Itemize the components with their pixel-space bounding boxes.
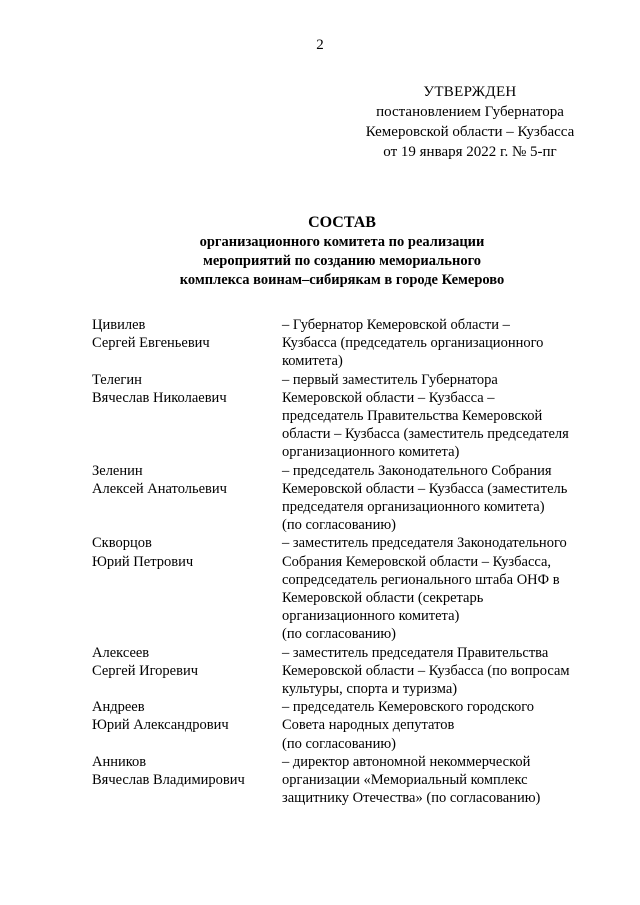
member-role-line: (по согласованию) [282, 517, 396, 534]
member-entry [92, 316, 592, 371]
member-role-line: организационного комитета) [282, 608, 460, 625]
member-surname: Телегин [92, 371, 142, 388]
member-role-line: председателя организационного комитета) [282, 499, 545, 516]
approval-stamp [350, 82, 590, 162]
member-role-line: Кемеровской области – Кузбасса (заместитель [282, 480, 568, 497]
member-role-line: – председатель Кемеровского городского [282, 699, 535, 716]
member-role-line: организации «Мемориальный комплекс [282, 772, 528, 789]
approval-act: постановлением Губернатора [376, 104, 564, 120]
member-surname: Зеленин [92, 462, 143, 479]
member-role-line: (по согласованию) [282, 735, 396, 752]
approval-authority: Кемеровской области – Кузбасса [365, 124, 575, 140]
member-role-line: Совета народных депутатов [282, 717, 455, 734]
document-title: СОСТАВ [308, 214, 376, 231]
member-role-line: сопредседатель регионального штаба ОНФ в [282, 571, 560, 588]
member-surname: Анников [92, 753, 147, 770]
member-given-names: Юрий Петрович [92, 553, 194, 570]
member-role-line: культуры, спорта и туризма) [282, 681, 458, 698]
member-entry [92, 534, 592, 643]
member-entry [92, 698, 592, 753]
member-given-names: Вячеслав Николаевич [92, 389, 227, 406]
member-role-line: Кузбасса (председатель организационного [282, 335, 544, 352]
member-given-names: Юрий Александрович [92, 717, 229, 734]
member-entry [92, 371, 592, 462]
member-role-line: – первый заместитель Губернатора [282, 371, 498, 388]
member-name [92, 644, 282, 699]
committee-members-list [92, 316, 592, 807]
member-role-line: организационного комитета) [282, 444, 460, 461]
approval-status: УТВЕРЖДЕН [423, 84, 517, 100]
member-role-line: Кемеровской области – Кузбасса – [282, 389, 495, 406]
member-role-line: (по согласованию) [282, 626, 396, 643]
member-role-line: – Губернатор Кемеровской области – [282, 317, 510, 333]
document-subtitle-line: организационного комитета по реализации [199, 234, 485, 250]
member-role-line: области – Кузбасса (заместитель председателя [282, 426, 569, 443]
member-given-names: Сергей Евгеньевич [92, 335, 210, 352]
member-name [92, 753, 282, 808]
member-role [282, 698, 592, 753]
member-role [282, 462, 592, 535]
document-heading [0, 213, 640, 290]
member-given-names: Вячеслав Владимирович [92, 772, 245, 789]
member-name [92, 462, 282, 535]
member-role-line: защитнику Отечества» (по согласованию) [282, 790, 541, 807]
document-subtitle-line: комплекса воинам–сибирякам в городе Кемерово [179, 272, 505, 288]
member-name [92, 371, 282, 462]
member-role [282, 371, 592, 462]
member-role-line: – директор автономной некоммерческой [282, 753, 531, 770]
member-role-line: – председатель Законодательного Собрания [282, 462, 552, 479]
member-name [92, 316, 282, 371]
member-given-names: Сергей Игоревич [92, 662, 199, 679]
member-given-names: Алексей Анатольевич [92, 480, 227, 497]
member-surname: Алексеев [92, 644, 150, 661]
member-role-line: Кемеровской области (секретарь [282, 590, 484, 607]
member-role [282, 534, 592, 643]
member-surname: Скворцов [92, 535, 152, 552]
document-subtitle-line: мероприятий по созданию мемориального [202, 253, 482, 269]
member-entry [92, 644, 592, 699]
member-role [282, 644, 592, 699]
member-role-line: Кемеровской области – Кузбасса (по вопросам [282, 662, 570, 679]
member-role-line: председатель Правительства Кемеровской [282, 408, 543, 425]
member-entry [92, 753, 592, 808]
page-number: 2 [316, 37, 324, 53]
approval-date: от 19 января 2022 г. № 5-пг [383, 144, 557, 160]
member-role [282, 316, 592, 371]
member-entry [92, 462, 592, 535]
member-role-line: Собрания Кемеровской области – Кузбасса, [282, 553, 552, 570]
member-role-line: комитета) [282, 353, 343, 370]
member-role-line: – заместитель председателя Законодательного [282, 535, 567, 552]
member-name [92, 698, 282, 753]
member-role [282, 753, 592, 808]
member-surname: Андреев [92, 699, 145, 716]
member-role-line: – заместитель председателя Правительства [282, 644, 549, 661]
member-surname: Цивилев [92, 317, 146, 333]
member-name [92, 534, 282, 643]
